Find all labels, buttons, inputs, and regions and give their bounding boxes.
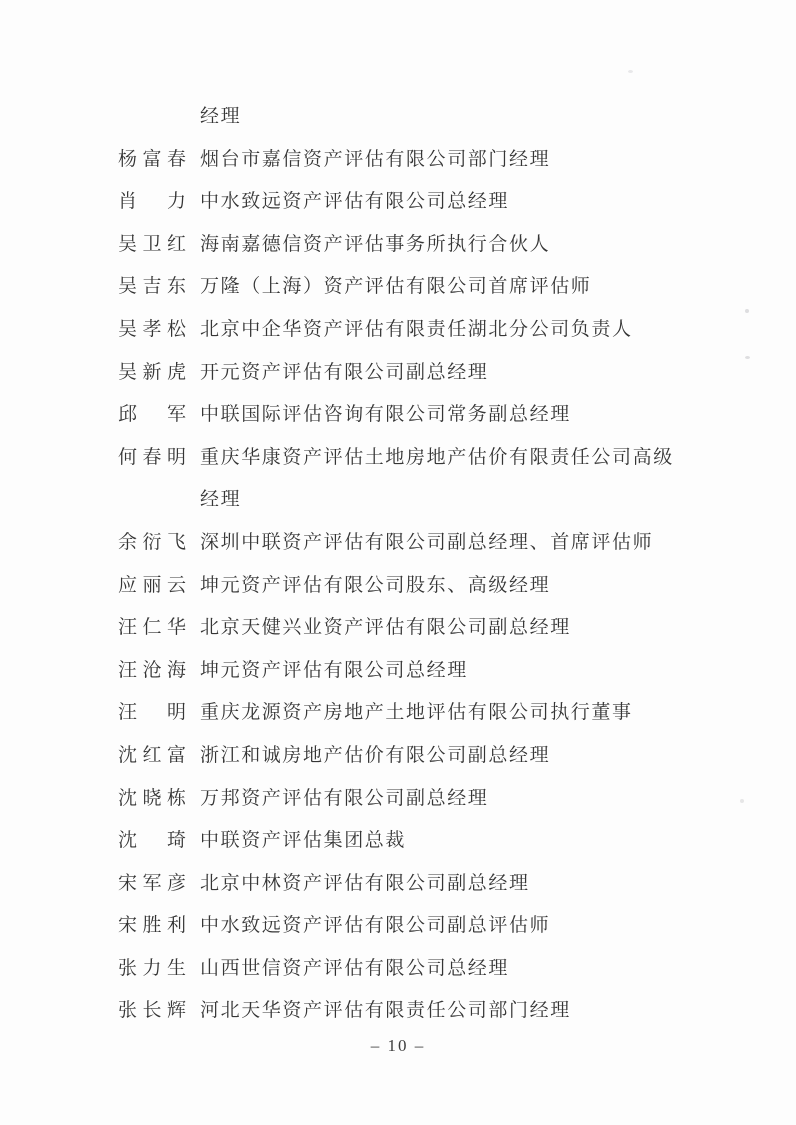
person-title: 坤元资产评估有限公司股东、高级经理 [200,574,551,596]
table-row [0,352,796,395]
table-row [0,309,796,352]
table-row [0,905,796,948]
person-title: 深圳中联资产评估有限公司副总经理、首席评估师 [200,531,654,553]
entries-list [0,139,796,1033]
person-title: 中水致远资产评估有限公司总经理 [200,191,510,213]
table-row [0,692,796,735]
person-title: 万邦资产评估有限公司副总经理 [200,787,489,809]
page-number: – 10 – [370,1036,426,1055]
table-row [0,948,796,991]
person-name: 沈晓栋 [118,787,186,809]
person-title: 北京中林资产评估有限公司副总经理 [200,872,530,894]
scan-artifact [745,309,749,313]
table-row [0,139,796,182]
person-name: 杨富春 [118,148,186,170]
table-row [0,735,796,778]
table-row [0,181,796,224]
person-name: 邱 军 [118,404,186,426]
table-row [0,820,796,863]
person-title: 万隆（上海）资产评估有限公司首席评估师 [200,276,592,298]
table-row [0,863,796,906]
person-name: 肖 力 [118,191,186,213]
scan-artifact [628,70,633,73]
person-name: 吴吉东 [118,276,186,298]
scan-artifact [745,356,750,359]
person-name: 何春明 [118,446,186,468]
table-row [0,607,796,650]
person-title: 中水致远资产评估有限公司副总评估师 [200,915,551,937]
person-name: 汪仁华 [118,617,186,639]
table-row [0,778,796,821]
table-row [0,565,796,608]
table-row [0,437,796,522]
table-row [0,650,796,693]
person-title: 海南嘉德信资产评估事务所执行合伙人 [200,233,551,255]
person-title: 烟台市嘉信资产评估有限公司部门经理 [200,148,551,170]
person-name: 宋胜利 [118,915,186,937]
person-title: 中联资产评估集团总裁 [200,830,407,852]
person-name: 沈 琦 [118,830,186,852]
person-title: 山西世信资产评估有限公司总经理 [200,957,510,979]
person-title: 开元资产评估有限公司副总经理 [200,361,489,383]
person-name: 汪沧海 [118,659,186,681]
person-title: 北京中企华资产评估有限责任湖北分公司负责人 [200,318,633,340]
person-title: 北京天健兴业资产评估有限公司副总经理 [200,617,571,639]
person-name: 沈红富 [118,744,186,766]
person-name: 张力生 [118,957,186,979]
person-name: 汪 明 [118,702,186,724]
scan-artifact [740,799,744,803]
table-row [0,224,796,267]
name-list [0,96,796,1033]
person-title: 坤元资产评估有限公司总经理 [200,659,468,681]
person-title: 重庆华康资产评估土地房地产估价有限责任公司高级经理 [200,446,674,511]
person-name: 吴孝松 [118,318,186,340]
person-title: 浙江和诚房地产估价有限公司副总经理 [200,744,551,766]
person-name: 余衍飞 [118,531,186,553]
person-name: 张长辉 [118,1000,186,1022]
person-name: 吴新虎 [118,361,186,383]
table-row [0,522,796,565]
person-title: 中联国际评估咨询有限公司常务副总经理 [200,404,571,426]
person-name: 应丽云 [118,574,186,596]
table-row [0,266,796,309]
person-title: 河北天华资产评估有限责任公司部门经理 [200,1000,571,1022]
table-row [0,394,796,437]
table-row [0,990,796,1033]
person-name: 吴卫红 [118,233,186,255]
person-name: 宋军彦 [118,872,186,894]
person-title: 重庆龙源资产房地产土地评估有限公司执行董事 [200,702,633,724]
continuation-line: 经理 [200,106,242,127]
